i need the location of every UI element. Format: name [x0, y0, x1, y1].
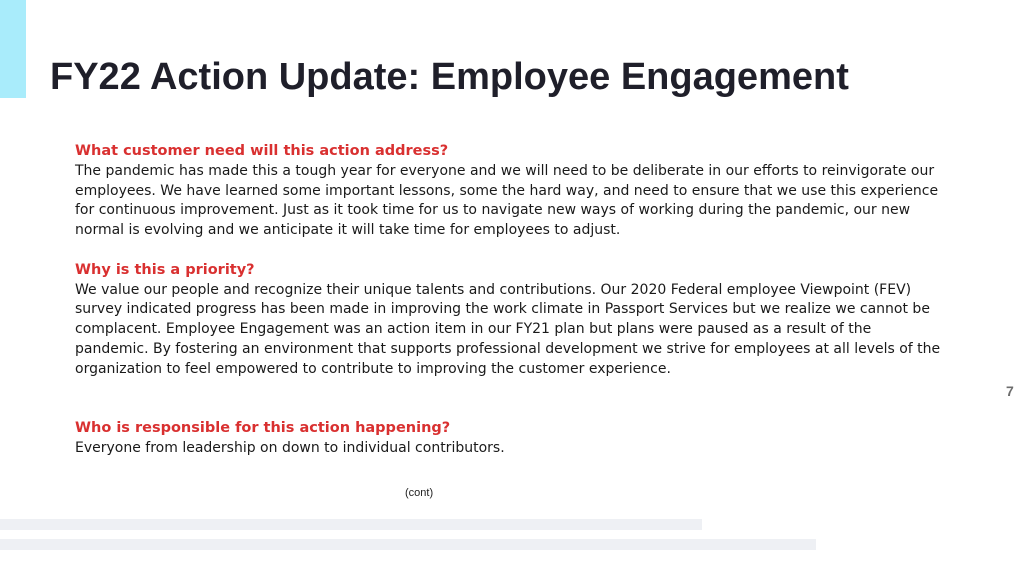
section-text: The pandemic has made this a tough year for everyone and we will need to be deliberate in our efforts to reinvigorate our employees. We have learned some important lessons, some the hard way, and need to ensure that we use this experience for continuous improvement. Just as it took time for us to navigate new ways of working during the pandemic, our new normal is evolving and we anticipate it will take time for employees to adjust.: [75, 162, 939, 239]
continued-note: (cont): [405, 487, 434, 499]
section-heading: What customer need will this action address?: [75, 143, 449, 159]
accent-bar: [0, 0, 26, 98]
slide-body: [75, 142, 945, 459]
page-number: 7: [1006, 383, 1014, 399]
section-responsible: [75, 419, 945, 459]
slide-title: FY22 Action Update: Employee Engagement: [50, 56, 849, 98]
section-heading: Why is this a priority?: [75, 261, 255, 278]
section-text: Everyone from leadership on down to individual contributors.: [75, 439, 505, 456]
section-text: We value our people and recognize their unique talents and contributions. Our 2020 Federal employee Viewpoint (FEV) survey indicated progress has been made in improving the work climate in Passport Services but we realize we cannot be complacent. Employee Engagement was an action item in our FY21 plan but plans were paused as a result of the pandemic. By fostering an environment that supports professional development we strive for employees at all levels of the organization to feel empowered to contribute to improving the customer experience.: [75, 281, 941, 377]
footer-stripe: [0, 539, 816, 550]
section-priority: [75, 261, 945, 380]
section-heading: Who is responsible for this action happening?: [75, 420, 451, 437]
section-customer-need: [75, 142, 945, 241]
footer-stripe: [0, 519, 702, 530]
